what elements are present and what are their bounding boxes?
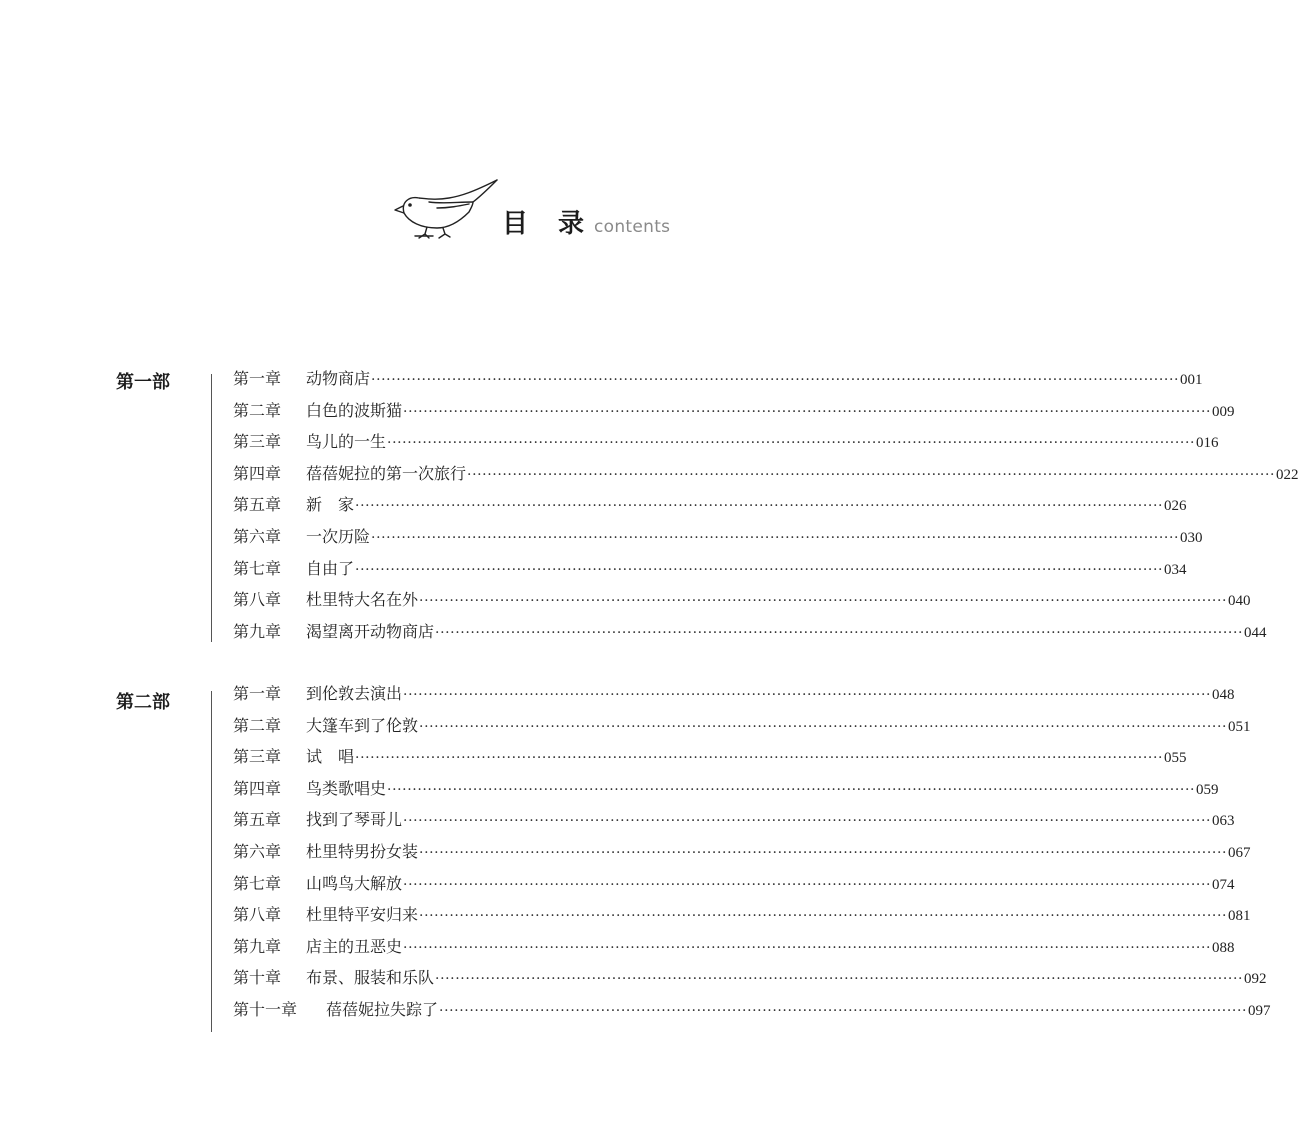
dot-leader: ································································································································································ [403,403,1212,420]
part-2-toc [233,681,1271,1029]
page-number: 026 [1164,498,1187,515]
toc-entry [233,556,1187,588]
chapter-title: 到伦敦去演出 [306,684,403,703]
chapter-title: 山鸣鸟大解放 [306,873,403,893]
chapter-title: 蓓蓓妮拉的第一次旅行 [306,463,467,483]
dot-leader: ································································································································································ [419,718,1228,735]
toc-entry [233,366,1203,398]
page-number: 016 [1196,435,1219,452]
chapter-number: 第四章 [233,463,282,483]
toc-entry [233,524,1203,556]
chapter-title: 大篷车到了伦敦 [306,715,419,735]
dot-leader: ································································································································································ [355,561,1164,578]
part-1-divider [211,374,212,642]
chapter-number: 第七章 [233,558,282,578]
chapter-number: 第一章 [233,369,282,388]
chapter-title: 找到了琴哥儿 [306,810,403,830]
toc-entry [233,997,1271,1029]
toc-entry [233,713,1251,745]
page-number: 055 [1164,750,1187,767]
dot-leader: ································································································································································ [419,908,1228,925]
page-number: 092 [1244,971,1267,988]
toc-entry [233,619,1267,651]
chapter-title: 自由了 [306,558,355,578]
bird-icon [393,178,499,240]
page-number: 059 [1196,781,1219,798]
part-1-toc [233,366,1299,650]
dot-leader: ································································································································································ [403,813,1212,830]
dot-leader: ································································································································································ [467,466,1276,483]
dot-leader: ································································································································································ [403,939,1212,956]
chapter-number: 第五章 [233,495,282,515]
page-number: 067 [1228,844,1251,861]
page-number: 034 [1164,561,1187,578]
chapter-number: 第六章 [233,526,282,546]
chapter-title: 杜里特男扮女装 [306,841,419,861]
chapter-title: 布景、服装和乐队 [306,968,435,988]
page-number: 040 [1228,593,1251,610]
dot-leader: ································································································································································ [419,844,1228,861]
chapter-title: 白色的波斯猫 [306,400,403,420]
chapter-number: 第五章 [233,810,282,830]
part-2-label: 第二部 [116,692,170,713]
page-number: 081 [1228,908,1251,925]
chapter-title: 动物商店 [306,369,371,388]
toc-title-char-1: 目 [502,209,529,239]
dot-leader: ································································································································································ [419,593,1228,610]
page-number: 048 [1212,687,1235,703]
page-number: 051 [1228,718,1251,735]
chapter-title: 杜里特平安归来 [306,905,419,925]
chapter-title: 渴望离开动物商店 [306,621,435,641]
toc-entry [233,965,1267,997]
toc-entry [233,492,1187,524]
chapter-number: 第一章 [233,684,282,703]
chapter-number: 第九章 [233,936,282,956]
dot-leader: ································································································································································ [435,971,1244,988]
page-number: 063 [1212,813,1235,830]
toc-subtitle: contents [594,217,671,237]
toc-entry [233,934,1235,966]
chapter-title: 鸟类歌唱史 [306,778,387,798]
page-number: 001 [1180,372,1203,388]
toc-entry [233,587,1251,619]
chapter-number: 第二章 [233,400,282,420]
dot-leader: ································································································································································ [435,624,1244,641]
toc-entry [233,429,1219,461]
chapter-number: 第四章 [233,778,282,798]
chapter-number: 第三章 [233,747,282,767]
toc-entry [233,776,1219,808]
chapter-number: 第七章 [233,873,282,893]
chapter-number: 第六章 [233,841,282,861]
toc-entry [233,807,1235,839]
dot-leader: ································································································································································ [403,687,1212,703]
chapter-title: 一次历险 [306,526,371,546]
dot-leader: ································································································································································ [403,876,1212,893]
toc-entry [233,839,1251,871]
toc-entry [233,461,1299,493]
toc-entry [233,681,1235,713]
toc-entry [233,398,1235,430]
dot-leader: ································································································································································ [439,1002,1248,1019]
toc-entry [233,871,1235,903]
page-number: 009 [1212,403,1235,420]
chapter-number: 第十一章 [233,999,298,1019]
chapter-number: 第八章 [233,905,282,925]
page-number: 030 [1180,529,1203,546]
toc-title-char-2: 录 [558,209,585,239]
dot-leader: ································································································································································ [387,781,1196,798]
page-number: 088 [1212,939,1235,956]
chapter-number: 第二章 [233,715,282,735]
toc-entry [233,744,1187,776]
chapter-number: 第九章 [233,621,282,641]
dot-leader: ································································································································································ [371,529,1180,546]
page-number: 022 [1276,466,1299,483]
chapter-number: 第三章 [233,432,282,452]
page-number: 097 [1248,1002,1271,1019]
chapter-title: 鸟儿的一生 [306,432,387,452]
chapter-title: 蓓蓓妮拉失踪了 [326,999,439,1019]
chapter-title: 店主的丑恶史 [306,936,403,956]
toc-entry [233,902,1251,934]
chapter-title: 新 家 [306,495,355,515]
dot-leader: ································································································································································ [355,750,1164,767]
chapter-number: 第八章 [233,590,282,610]
chapter-title: 杜里特大名在外 [306,590,419,610]
chapter-title: 试 唱 [306,747,355,767]
dot-leader: ································································································································································ [387,435,1196,452]
part-2-divider [211,691,212,1032]
chapter-number: 第十章 [233,968,282,988]
page-number: 074 [1212,876,1235,893]
part-1-label: 第一部 [116,372,170,393]
dot-leader: ································································································································································ [371,372,1180,388]
page-number: 044 [1244,624,1267,641]
dot-leader: ································································································································································ [355,498,1164,515]
